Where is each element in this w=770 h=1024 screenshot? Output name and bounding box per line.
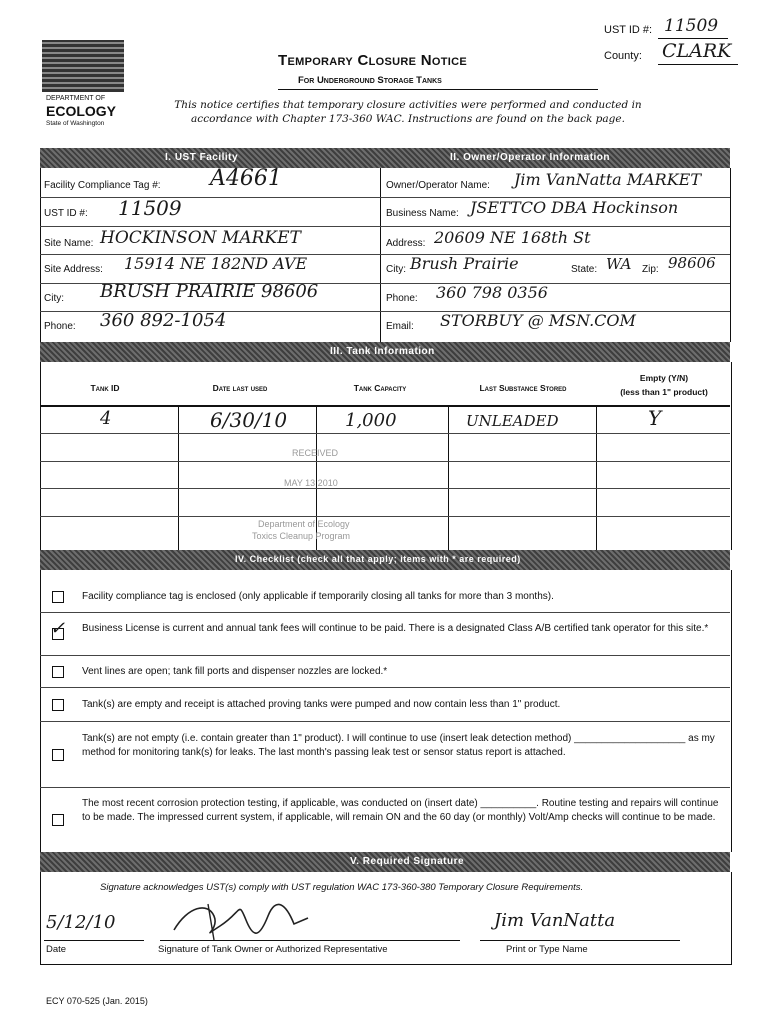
section1-heading: I. UST Facility: [165, 152, 239, 163]
business-name-label: Business Name:: [386, 208, 459, 219]
table-col-divider: [596, 405, 597, 550]
county-value: CLARK: [662, 40, 732, 62]
site-address-label: Site Address:: [44, 264, 103, 275]
row-line: [40, 197, 380, 198]
section4-heading: IV. Checklist (check all that apply; items with * are required): [235, 554, 521, 564]
phone-value: 360 892-1054: [100, 310, 227, 331]
form-title: Temporary Closure Notice: [278, 52, 467, 69]
grid-middle-divider: [380, 168, 381, 342]
checklist-item-2: Vent lines are open; tank fill ports and dispenser nozzles are locked.*: [82, 666, 388, 677]
owner-phone-label: Phone:: [386, 293, 418, 304]
empty-cell: Y: [648, 406, 662, 430]
stamp-line: MAY 13 2010: [284, 478, 338, 488]
address-value: 20609 NE 168th St: [434, 228, 591, 247]
city-label: City:: [44, 293, 64, 304]
table-header-rule: [40, 405, 730, 407]
ust-id-line: [658, 38, 728, 39]
signature-note: Signature acknowledges UST(s) comply with UST regulation WAC 173-360-380 Temporary Closure Requirements.: [100, 882, 584, 893]
facility-tag-label: Facility Compliance Tag #:: [44, 180, 161, 191]
checklist-item-5: The most recent corrosion protection testing, if applicable, was conducted on (insert date) __________. Routine testing and repairs will continue to be made. The impressed current system, if applicable, will remain ON and the 60 day (or monthly) Volt/Amp checks will continue to be made.: [82, 798, 719, 823]
print-name-line: [480, 940, 680, 941]
section-bar-1-2: [40, 148, 730, 168]
intro-text: This notice certifies that temporary closure activities were performed and conducted in accordance with Chapter 173-360 WAC. Instructions are found on the back page.: [174, 99, 642, 125]
print-name-value[interactable]: Jim VanNatta: [494, 910, 616, 931]
header-ust-id-value: 11509: [664, 16, 719, 36]
checklist-divider: [40, 655, 730, 656]
col-empty-note: (less than 1" product): [620, 387, 708, 397]
checklist-divider: [40, 612, 730, 613]
agency-line3: State of Washington: [46, 120, 105, 127]
checklist-item-4: Tank(s) are not empty (i.e. contain greater than 1" product). I will continue to use (insert leak detection method) ____________________ as my method for monitoring tank(s) for leaks. The last month's passing leak test or sensor status report is attached.: [82, 733, 715, 758]
owner-city-label: City:: [386, 264, 406, 275]
facility-ust-id-label: UST ID #:: [44, 208, 88, 219]
site-name-value: HOCKINSON MARKET: [100, 228, 301, 248]
table-col-divider: [448, 405, 449, 550]
date-line: [44, 940, 144, 941]
table-row-line: [40, 461, 730, 462]
zip-value: 98606: [668, 254, 716, 272]
col-tank-capacity: Tank Capacity: [353, 383, 407, 393]
title-rule: [278, 89, 598, 90]
print-name-label: Print or Type Name: [506, 944, 588, 955]
facility-ust-id-value: 11509: [118, 196, 182, 220]
signature-image[interactable]: [168, 896, 318, 944]
state-label: State:: [571, 264, 598, 275]
date-last-used-cell: 6/30/10: [210, 408, 288, 432]
agency-line1: DEPARTMENT OF: [46, 95, 106, 102]
col-empty: Empty (Y/N): [639, 373, 689, 383]
section-bar-3: [40, 342, 730, 362]
stamp-line: RECEIVED: [292, 448, 339, 458]
table-row-line: [40, 516, 730, 517]
section-bar-5: [40, 852, 730, 872]
checkbox-tag-enclosed[interactable]: [52, 591, 64, 603]
row-line: [40, 226, 380, 227]
table-col-divider: [178, 405, 179, 550]
checkbox-tanks-empty[interactable]: [52, 699, 64, 711]
address-label: Address:: [386, 238, 426, 249]
col-tank-id: Tank ID: [90, 383, 120, 393]
email-label: Email:: [386, 321, 414, 332]
checklist-divider: [40, 687, 730, 688]
site-address-value: 15914 NE 182ND AVE: [124, 254, 308, 273]
business-name-value: JSETTCO DBA Hockinson: [470, 198, 679, 217]
facility-tag-value: A4661: [210, 166, 282, 191]
county-label: County:: [604, 50, 642, 62]
capacity-cell: 1,000: [345, 410, 397, 431]
ecology-logo: [42, 40, 124, 92]
owner-phone-value: 360 798 0356: [436, 283, 548, 302]
checklist-item-1: Business License is current and annual tank fees will continue to be paid. There is a designated Class A/B certified tank operator for this site.*: [82, 623, 709, 634]
checkbox-vent-lines[interactable]: [52, 666, 64, 678]
section5-heading: V. Required Signature: [350, 856, 465, 867]
checklist-item-3: Tank(s) are empty and receipt is attached proving tanks were pumped and now contain less than 1" product.: [82, 699, 561, 710]
checklist-divider: [40, 721, 730, 722]
section-bar-4: [40, 550, 730, 570]
site-name-label: Site Name:: [44, 238, 94, 249]
tank-id-cell: 4: [100, 408, 112, 429]
row-line: [380, 226, 730, 227]
stamp-line: Department of Ecology: [258, 519, 350, 529]
date-label: Date: [46, 944, 67, 955]
checklist-item-0: Facility compliance tag is enclosed (only applicable if temporarily closing all tanks for more than 3 months).: [82, 591, 554, 602]
signature-label: Signature of Tank Owner or Authorized Representative: [158, 944, 388, 955]
agency-name: ECOLOGY: [46, 103, 117, 119]
city-value: BRUSH PRAIRIE 98606: [100, 281, 319, 302]
stamp-line: Toxics Cleanup Program: [252, 531, 351, 541]
col-date-last-used: Date last used: [212, 383, 268, 393]
email-value: STORBUY @ MSN.COM: [440, 311, 636, 330]
row-line: [380, 283, 730, 284]
substance-cell: UNLEADED: [466, 412, 559, 430]
grid-right-border: [730, 168, 731, 342]
table-row-line: [40, 488, 730, 489]
owner-city-value: Brush Prairie: [410, 254, 519, 273]
date-value[interactable]: 5/12/10: [46, 912, 116, 933]
county-line: [658, 64, 738, 65]
section2-heading: II. Owner/Operator Information: [450, 152, 611, 163]
owner-name-label: Owner/Operator Name:: [386, 180, 490, 191]
check-mark-icon: ✓: [50, 618, 66, 639]
col-last-substance: Last Substance Stored: [479, 383, 567, 393]
section3-heading: III. Tank Information: [330, 346, 435, 357]
form-id: ECY 070-525 (Jan. 2015): [46, 996, 148, 1006]
checkbox-corrosion-testing[interactable]: [52, 814, 64, 826]
checkbox-tanks-not-empty[interactable]: [52, 749, 64, 761]
grid-left-border: [40, 168, 41, 342]
checklist-divider: [40, 787, 730, 788]
owner-name-value: Jim VanNatta MARKET: [514, 170, 702, 189]
state-value: WA: [606, 255, 632, 273]
phone-label: Phone:: [44, 321, 76, 332]
header-ust-id-label: UST ID #:: [604, 24, 653, 36]
signature-line: [160, 940, 460, 941]
form-subtitle: For Underground Storage Tanks: [298, 75, 442, 86]
zip-label: Zip:: [642, 264, 659, 275]
table-row-line: [40, 433, 730, 434]
